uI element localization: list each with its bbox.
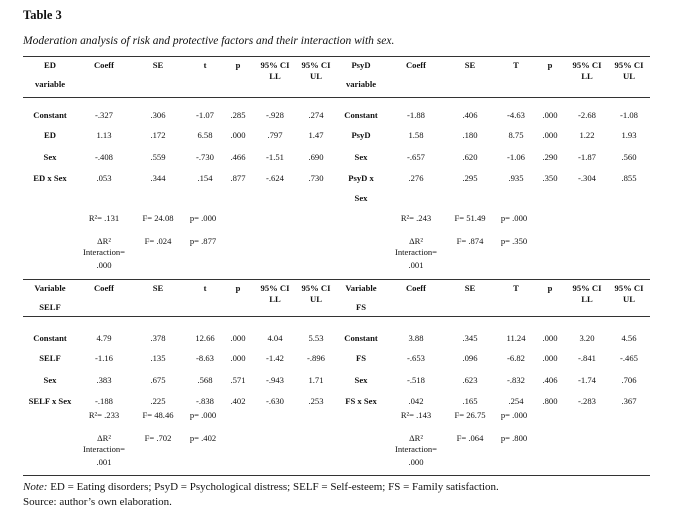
- table-cell: -.630: [266, 396, 284, 406]
- interaction-label: Interaction=: [394, 247, 438, 257]
- table-cell: -6.82: [507, 353, 525, 363]
- table-cell: .935: [508, 173, 524, 183]
- table-cell: 1.22: [579, 130, 595, 140]
- table-cell: 4.04: [267, 333, 283, 343]
- interaction-value: .000: [96, 260, 112, 270]
- row-label: Constant: [33, 333, 67, 343]
- column-header-ci-ul: 95% CI: [614, 60, 644, 70]
- table-cell: .571: [230, 375, 246, 385]
- table-cell: .180: [462, 130, 478, 140]
- column-header-ul: UL: [623, 294, 635, 304]
- header-variable: Variable: [345, 283, 377, 293]
- table-note: [23, 481, 499, 493]
- table-cell: -.304: [578, 173, 596, 183]
- table-cell: .042: [408, 396, 424, 406]
- table-cell: .096: [462, 353, 478, 363]
- column-header-ul: UL: [310, 294, 322, 304]
- table-cell: -.408: [95, 152, 113, 162]
- table-cell: .154: [197, 173, 213, 183]
- table-cell: 5.53: [308, 333, 324, 343]
- row-label: Constant: [344, 110, 378, 120]
- row-label: Sex: [43, 152, 57, 162]
- table-cell: -.283: [578, 396, 596, 406]
- row-label: Constant: [33, 110, 67, 120]
- column-header: Coeff: [405, 283, 427, 293]
- interaction-label: Interaction=: [82, 444, 126, 454]
- table-cell: .855: [621, 173, 637, 183]
- table-cell: .383: [96, 375, 112, 385]
- column-header: SE: [464, 60, 476, 70]
- header-variable-sub: variable: [34, 79, 66, 89]
- table-cell: .306: [150, 110, 166, 120]
- table-cell: 1.13: [96, 130, 112, 140]
- column-header: p: [235, 283, 241, 293]
- table-cell: 11.24: [506, 333, 526, 343]
- delta-f-statistic: F= .702: [144, 433, 172, 443]
- table-cell: -.653: [407, 353, 425, 363]
- table-cell: -.943: [266, 375, 284, 385]
- interaction-value: .001: [96, 457, 112, 467]
- delta-p-value: p= .800: [500, 433, 528, 443]
- column-header: p: [235, 60, 241, 70]
- table-cell: -.188: [95, 396, 113, 406]
- f-statistic: F= 24.08: [142, 213, 174, 223]
- column-header-ul: UL: [310, 71, 322, 81]
- table-cell: -.832: [507, 375, 525, 385]
- table-cell: -1.42: [266, 353, 284, 363]
- delta-f-statistic: F= .024: [144, 236, 172, 246]
- column-header: t: [203, 283, 207, 293]
- table-cell: .165: [462, 396, 478, 406]
- row-label-continuation: Sex: [354, 193, 368, 203]
- table-cell: -1.51: [266, 152, 284, 162]
- column-header: SE: [152, 60, 164, 70]
- p-value: p= .000: [500, 213, 528, 223]
- row-label: SELF x Sex: [28, 396, 72, 406]
- table-cell: .559: [150, 152, 166, 162]
- r-squared: R²= .233: [88, 410, 120, 420]
- delta-p-value: p= .877: [189, 236, 217, 246]
- p-value: p= .000: [189, 213, 217, 223]
- column-header: p: [547, 60, 553, 70]
- table-cell: .623: [462, 375, 478, 385]
- row-label: FS x Sex: [345, 396, 377, 406]
- table-cell: 6.58: [197, 130, 213, 140]
- column-header-ci-ul: 95% CI: [301, 283, 331, 293]
- table-cell: 4.79: [96, 333, 112, 343]
- row-label: ED: [44, 130, 56, 140]
- delta-r-squared: ΔR²: [409, 236, 423, 246]
- row-label: Constant: [344, 333, 378, 343]
- delta-r-squared: ΔR²: [409, 433, 423, 443]
- table-cell: 1.58: [408, 130, 424, 140]
- table-cell: .135: [150, 353, 166, 363]
- table-cell: .000: [230, 333, 246, 343]
- r-squared: R²= .143: [400, 410, 432, 420]
- row-label: SELF: [39, 353, 61, 363]
- table-cell: .344: [150, 173, 166, 183]
- column-header-ul: UL: [623, 71, 635, 81]
- table-caption: Moderation analysis of risk and protective factors and their interaction with sex.: [23, 35, 395, 47]
- r-squared: R²= .243: [400, 213, 432, 223]
- table-cell: -1.88: [407, 110, 425, 120]
- table-cell: -4.63: [507, 110, 525, 120]
- table-cell: .000: [230, 353, 246, 363]
- p-value: p= .000: [500, 410, 528, 420]
- header-rule-2: [23, 316, 650, 317]
- table-cell: -2.68: [578, 110, 596, 120]
- column-header: T: [513, 60, 519, 70]
- table-cell: .706: [621, 375, 637, 385]
- table-cell: .367: [621, 396, 637, 406]
- column-header: p: [547, 283, 553, 293]
- column-header-ci-ll: 95% CI: [260, 283, 290, 293]
- table-cell: .568: [197, 375, 213, 385]
- interaction-label: Interaction=: [394, 444, 438, 454]
- table-cell: .274: [308, 110, 324, 120]
- delta-p-value: p= .350: [500, 236, 528, 246]
- table-cell: .254: [508, 396, 524, 406]
- table-cell: -.841: [578, 353, 596, 363]
- table-cell: -1.08: [620, 110, 638, 120]
- table-cell: .877: [230, 173, 246, 183]
- table-cell: .690: [308, 152, 324, 162]
- table-cell: 4.56: [621, 333, 637, 343]
- column-header-ll: LL: [581, 71, 593, 81]
- table-cell: -1.06: [507, 152, 525, 162]
- header-variable-sub: FS: [355, 302, 367, 312]
- table-cell: -.465: [620, 353, 638, 363]
- table-cell: .053: [96, 173, 112, 183]
- table-cell: -.928: [266, 110, 284, 120]
- table-cell: .000: [542, 353, 558, 363]
- f-statistic: F= 26.75: [454, 410, 486, 420]
- table-cell: 3.88: [408, 333, 424, 343]
- column-header-ll: LL: [269, 294, 281, 304]
- interaction-value: .001: [408, 260, 424, 270]
- table-cell: -8.63: [196, 353, 214, 363]
- column-header-ci-ul: 95% CI: [614, 283, 644, 293]
- interaction-value: .000: [408, 457, 424, 467]
- table-cell: -1.16: [95, 353, 113, 363]
- table-cell: .285: [230, 110, 246, 120]
- header-rule-1: [23, 97, 650, 98]
- table-cell: -.657: [407, 152, 425, 162]
- f-statistic: F= 51.49: [454, 213, 486, 223]
- table-cell: .000: [542, 130, 558, 140]
- table-cell: .345: [462, 333, 478, 343]
- column-header: SE: [152, 283, 164, 293]
- row-label: Sex: [354, 152, 368, 162]
- table-cell: 1.47: [308, 130, 324, 140]
- row-label: Sex: [354, 375, 368, 385]
- table-cell: .000: [542, 110, 558, 120]
- column-header: Coeff: [93, 60, 115, 70]
- table-cell: .620: [462, 152, 478, 162]
- table-cell: -.838: [196, 396, 214, 406]
- table-cell: 1.71: [308, 375, 324, 385]
- row-label: ED x Sex: [33, 173, 67, 183]
- table-cell: .000: [230, 130, 246, 140]
- table-cell: -1.74: [578, 375, 596, 385]
- table-cell: -.896: [307, 353, 325, 363]
- table-cell: .350: [542, 173, 558, 183]
- table-cell: .000: [542, 333, 558, 343]
- table-cell: 12.66: [195, 333, 215, 343]
- table-cell: .560: [621, 152, 637, 162]
- table-cell: .730: [308, 173, 324, 183]
- note-text: ED = Eating disorders; PsyD = Psychological distress; SELF = Self-esteem; FS = Family satisfaction.: [47, 481, 499, 493]
- header-variable-sub: SELF: [39, 302, 61, 312]
- column-header: Coeff: [405, 60, 427, 70]
- table-cell: .172: [150, 130, 166, 140]
- delta-f-statistic: F= .064: [456, 433, 484, 443]
- delta-p-value: p= .402: [189, 433, 217, 443]
- table-cell: -.624: [266, 173, 284, 183]
- table-cell: -.518: [407, 375, 425, 385]
- table-source: Source: author’s own elaboration.: [23, 496, 172, 508]
- table-cell: .797: [267, 130, 283, 140]
- header-variable: PsyD: [351, 60, 371, 70]
- table-cell: 8.75: [508, 130, 524, 140]
- table-cell: -1.07: [196, 110, 214, 120]
- table-cell: .378: [150, 333, 166, 343]
- column-header-ci-ul: 95% CI: [301, 60, 331, 70]
- column-header-ll: LL: [581, 294, 593, 304]
- column-header: T: [513, 283, 519, 293]
- header-variable: Variable: [34, 283, 66, 293]
- column-header: SE: [464, 283, 476, 293]
- delta-r-squared: ΔR²: [97, 236, 111, 246]
- table-cell: .276: [408, 173, 424, 183]
- table-cell: .402: [230, 396, 246, 406]
- column-header: t: [203, 60, 207, 70]
- table-title: Table 3: [23, 8, 62, 22]
- table-cell: .406: [542, 375, 558, 385]
- column-header: Coeff: [93, 283, 115, 293]
- r-squared: R²= .131: [88, 213, 120, 223]
- column-header-ll: LL: [269, 71, 281, 81]
- table-cell: .295: [462, 173, 478, 183]
- header-variable: ED: [44, 60, 56, 70]
- table-cell: .225: [150, 396, 166, 406]
- note-label: Note:: [23, 481, 48, 493]
- table-cell: .253: [308, 396, 324, 406]
- row-label: PsyD x: [348, 173, 374, 183]
- bottom-rule: [23, 475, 650, 476]
- top-rule: [23, 56, 650, 57]
- table-cell: -1.87: [578, 152, 596, 162]
- table-cell: 1.93: [621, 130, 637, 140]
- header-variable-sub: variable: [345, 79, 377, 89]
- table-cell: .290: [542, 152, 558, 162]
- table-cell: .406: [462, 110, 478, 120]
- row-label: FS: [355, 353, 367, 363]
- table-cell: -.730: [196, 152, 214, 162]
- table-cell: .466: [230, 152, 246, 162]
- p-value: p= .000: [189, 410, 217, 420]
- table-cell: .800: [542, 396, 558, 406]
- interaction-label: Interaction=: [82, 247, 126, 257]
- delta-f-statistic: F= .874: [456, 236, 484, 246]
- table-cell: .675: [150, 375, 166, 385]
- delta-r-squared: ΔR²: [97, 433, 111, 443]
- row-label: PsyD: [351, 130, 371, 140]
- panel-separator-rule: [23, 279, 650, 280]
- f-statistic: F= 48.46: [142, 410, 174, 420]
- column-header-ci-ll: 95% CI: [572, 283, 602, 293]
- column-header-ci-ll: 95% CI: [260, 60, 290, 70]
- row-label: Sex: [43, 375, 57, 385]
- table-cell: -.327: [95, 110, 113, 120]
- column-header-ci-ll: 95% CI: [572, 60, 602, 70]
- table-cell: 3.20: [579, 333, 595, 343]
